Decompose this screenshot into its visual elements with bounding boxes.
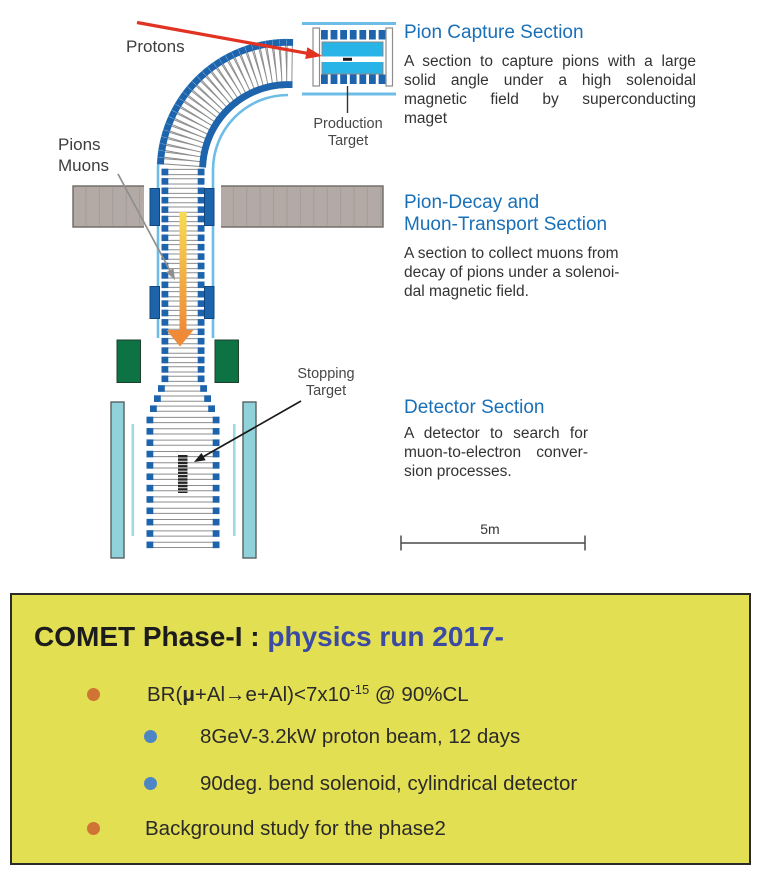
section-desc-muon-transport xyxy=(404,244,636,301)
desc-line: sion processes. xyxy=(404,463,512,480)
production-target-label xyxy=(301,116,395,149)
section-title-muon-transport xyxy=(404,192,607,235)
desc-line: A detector to search for xyxy=(404,425,588,442)
mu-symbol: μ xyxy=(182,683,195,706)
bullet-text xyxy=(147,682,469,707)
desc-line: magnetic field by superconducting xyxy=(404,91,696,108)
br-exponent: -15 xyxy=(350,682,370,697)
protons-label: Protons xyxy=(126,37,185,56)
pions-label: Pions xyxy=(58,135,101,154)
section-title-line: Pion-Decay and xyxy=(404,192,540,213)
production-target-line1: Production xyxy=(313,116,383,132)
section-desc-detector xyxy=(404,424,588,481)
production-target-assembly xyxy=(313,28,393,113)
summary-title xyxy=(34,621,504,653)
br-part: BR( xyxy=(147,683,183,706)
br-part: +Al→e+Al)<7x10 xyxy=(194,683,351,706)
bullet-branching-ratio xyxy=(87,681,469,708)
stopping-target xyxy=(178,455,188,493)
bullet-text: 8GeV-3.2kW proton beam, 12 days xyxy=(200,724,521,748)
section-desc-pion-capture xyxy=(404,52,696,128)
bullet-dot-orange xyxy=(87,688,100,701)
section-title-line: Detector Section xyxy=(404,397,545,418)
bullet-text: Background study for the phase2 xyxy=(145,816,446,840)
scale-bar xyxy=(401,536,585,551)
section-title-line: Muon-Transport Section xyxy=(404,213,608,235)
pions-muons-label xyxy=(58,134,109,176)
muons-label: Muons xyxy=(58,156,110,175)
bullet-dot-blue xyxy=(144,730,157,743)
desc-line: maget xyxy=(404,110,448,127)
desc-line: decay of pions under a solenoi- xyxy=(404,264,620,281)
bullet-dot-blue xyxy=(144,777,157,790)
stopping-target-label xyxy=(281,366,371,399)
production-target-line2: Target xyxy=(327,132,369,149)
desc-line: A section to collect muons from xyxy=(404,245,619,262)
summary-title-main: COMET Phase-I : xyxy=(34,621,260,652)
desc-line: A section to capture pions with a large xyxy=(404,53,696,70)
bullet-proton-beam xyxy=(144,723,520,750)
desc-line: dal magnetic field. xyxy=(404,283,529,300)
section-title-detector xyxy=(404,397,544,419)
summary-title-accent: physics run 2017- xyxy=(259,621,504,652)
section-title-pion-capture xyxy=(404,22,584,44)
shield-wall xyxy=(73,184,383,229)
bullet-background-study xyxy=(87,815,446,842)
bullet-text: 90deg. bend solenoid, cylindrical detector xyxy=(200,771,578,795)
solenoid-coils xyxy=(147,39,294,548)
bullet-dot-orange xyxy=(87,822,100,835)
bullet-bend-solenoid xyxy=(144,770,577,797)
summary-box xyxy=(10,593,751,865)
beam-arrow xyxy=(167,212,194,347)
desc-line: solid angle under a high solenoidal xyxy=(404,72,696,89)
stopping-target-line2: Target xyxy=(305,382,347,399)
section-title-line: Pion Capture Section xyxy=(404,22,584,43)
stopping-target-line1: Stopping xyxy=(297,366,355,382)
desc-line: muon-to-electron conver- xyxy=(404,444,588,461)
br-part: @ 90%CL xyxy=(369,683,469,706)
scale-bar-label: 5m xyxy=(480,521,500,537)
